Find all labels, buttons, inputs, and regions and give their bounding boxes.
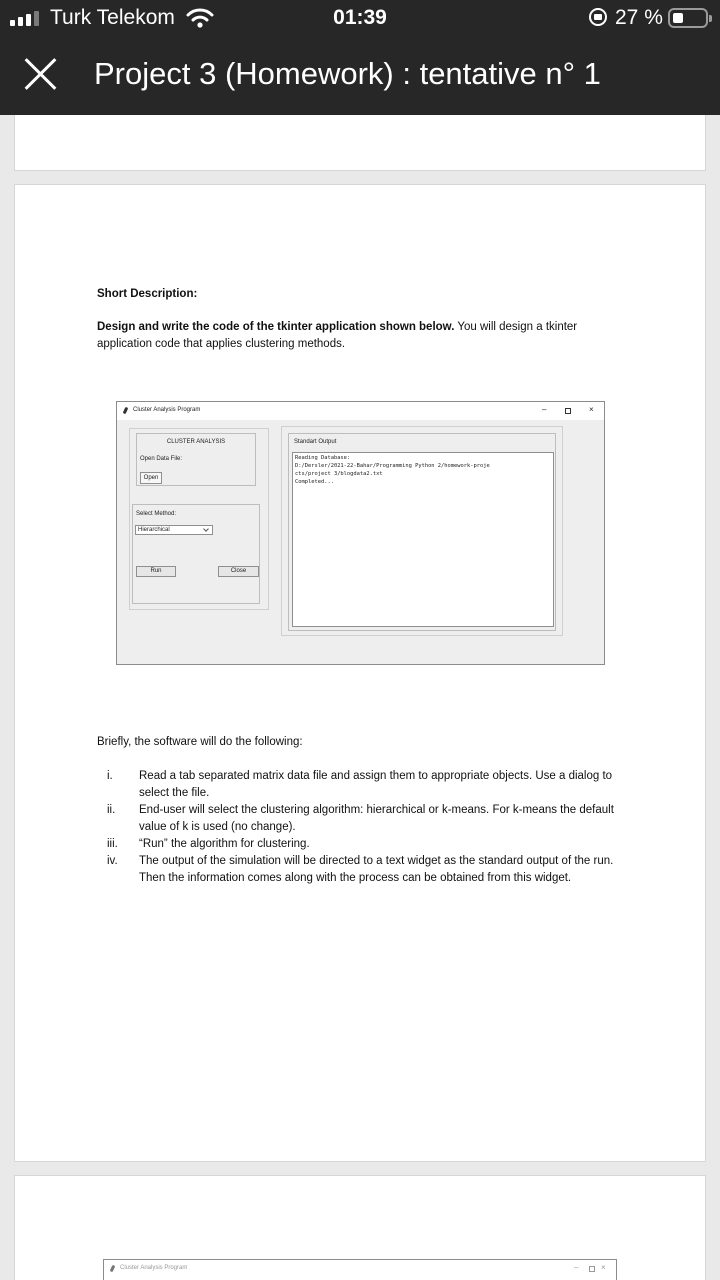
window-close-icon: × [601,1263,606,1272]
run-button: Run [136,566,176,577]
chevron-down-icon [203,526,209,532]
maximize-icon [565,408,571,414]
close-button: Close [218,566,259,577]
minimize-icon: – [542,405,547,414]
carrier-name: Turk Telekom [50,6,175,29]
maximize-icon [589,1266,595,1272]
document-page-previous [14,115,706,171]
requirements-list [97,768,627,887]
rotation-lock-icon [589,8,607,26]
select-method-label: Select Method: [136,511,177,517]
list-item [97,768,627,802]
status-bar [0,0,720,38]
list-text: The output of the simulation will be directed to a text widget as the standard output of the run. Then the information comes along with the process can be obtained from this widget. [139,855,614,884]
feather-icon [110,1265,116,1273]
close-icon[interactable] [24,57,58,91]
list-number: ii. [107,804,116,816]
list-number: iv. [107,855,118,867]
minimize-icon: – [574,1263,579,1272]
open-button: Open [140,472,162,484]
window-title: Cluster Analysis Program [120,1265,188,1271]
controls-panel [129,428,269,610]
standart-output-label: Standart Output [294,439,337,445]
window-titlebar [117,402,604,420]
list-number: i. [107,770,113,782]
open-data-file-label: Open Data File: [140,456,183,462]
battery-percent: 27 % [615,6,663,29]
list-text: Read a tab separated matrix data file and assign them to appropriate objects. Use a dialog to select the file. [139,770,613,799]
file-frame [136,433,256,486]
clock: 01:39 [333,6,387,29]
output-panel [281,426,563,636]
list-text: “Run” the algorithm for clustering. [139,838,310,850]
intro-bold: Design and write the code of the tkinter application shown below. [97,321,455,333]
battery-icon [668,8,708,28]
top-bar [0,0,720,115]
list-text: End-user will select the clustering algorithm: hierarchical or k-means. For k-means the default value of k is used (no change). [139,804,614,833]
section-heading: Short Description: [97,288,198,300]
document-title: Project 3 (Homework) : tentative n° 1 [94,56,601,91]
window-title: Cluster Analysis Program [133,407,201,413]
intro-paragraph [97,319,627,353]
method-select-value: Hierarchical [138,527,170,533]
window-close-icon: × [589,405,594,414]
output-text-widget: Reading Database: D:/Dersler/2021-22-Bahar/Programming Python 2/homework-proje cts/project 3/blogdata2.txt Completed... [292,452,554,627]
feather-icon [123,407,129,415]
app-screenshot [116,401,605,665]
intro-rest: You will design a tkinter application code that applies clustering methods. [97,321,578,350]
cluster-analysis-label: CLUSTER ANALYSIS [166,439,226,445]
method-frame [132,504,260,604]
document-page-next [14,1175,706,1280]
list-number: iii. [107,838,118,850]
method-select [135,525,213,535]
document-page [14,184,706,1162]
list-item [97,853,627,887]
list-item [97,836,627,853]
app-screenshot-partial [103,1259,617,1280]
briefly-paragraph: Briefly, the software will do the following: [97,736,303,748]
output-frame [288,433,556,631]
list-item [97,802,627,836]
